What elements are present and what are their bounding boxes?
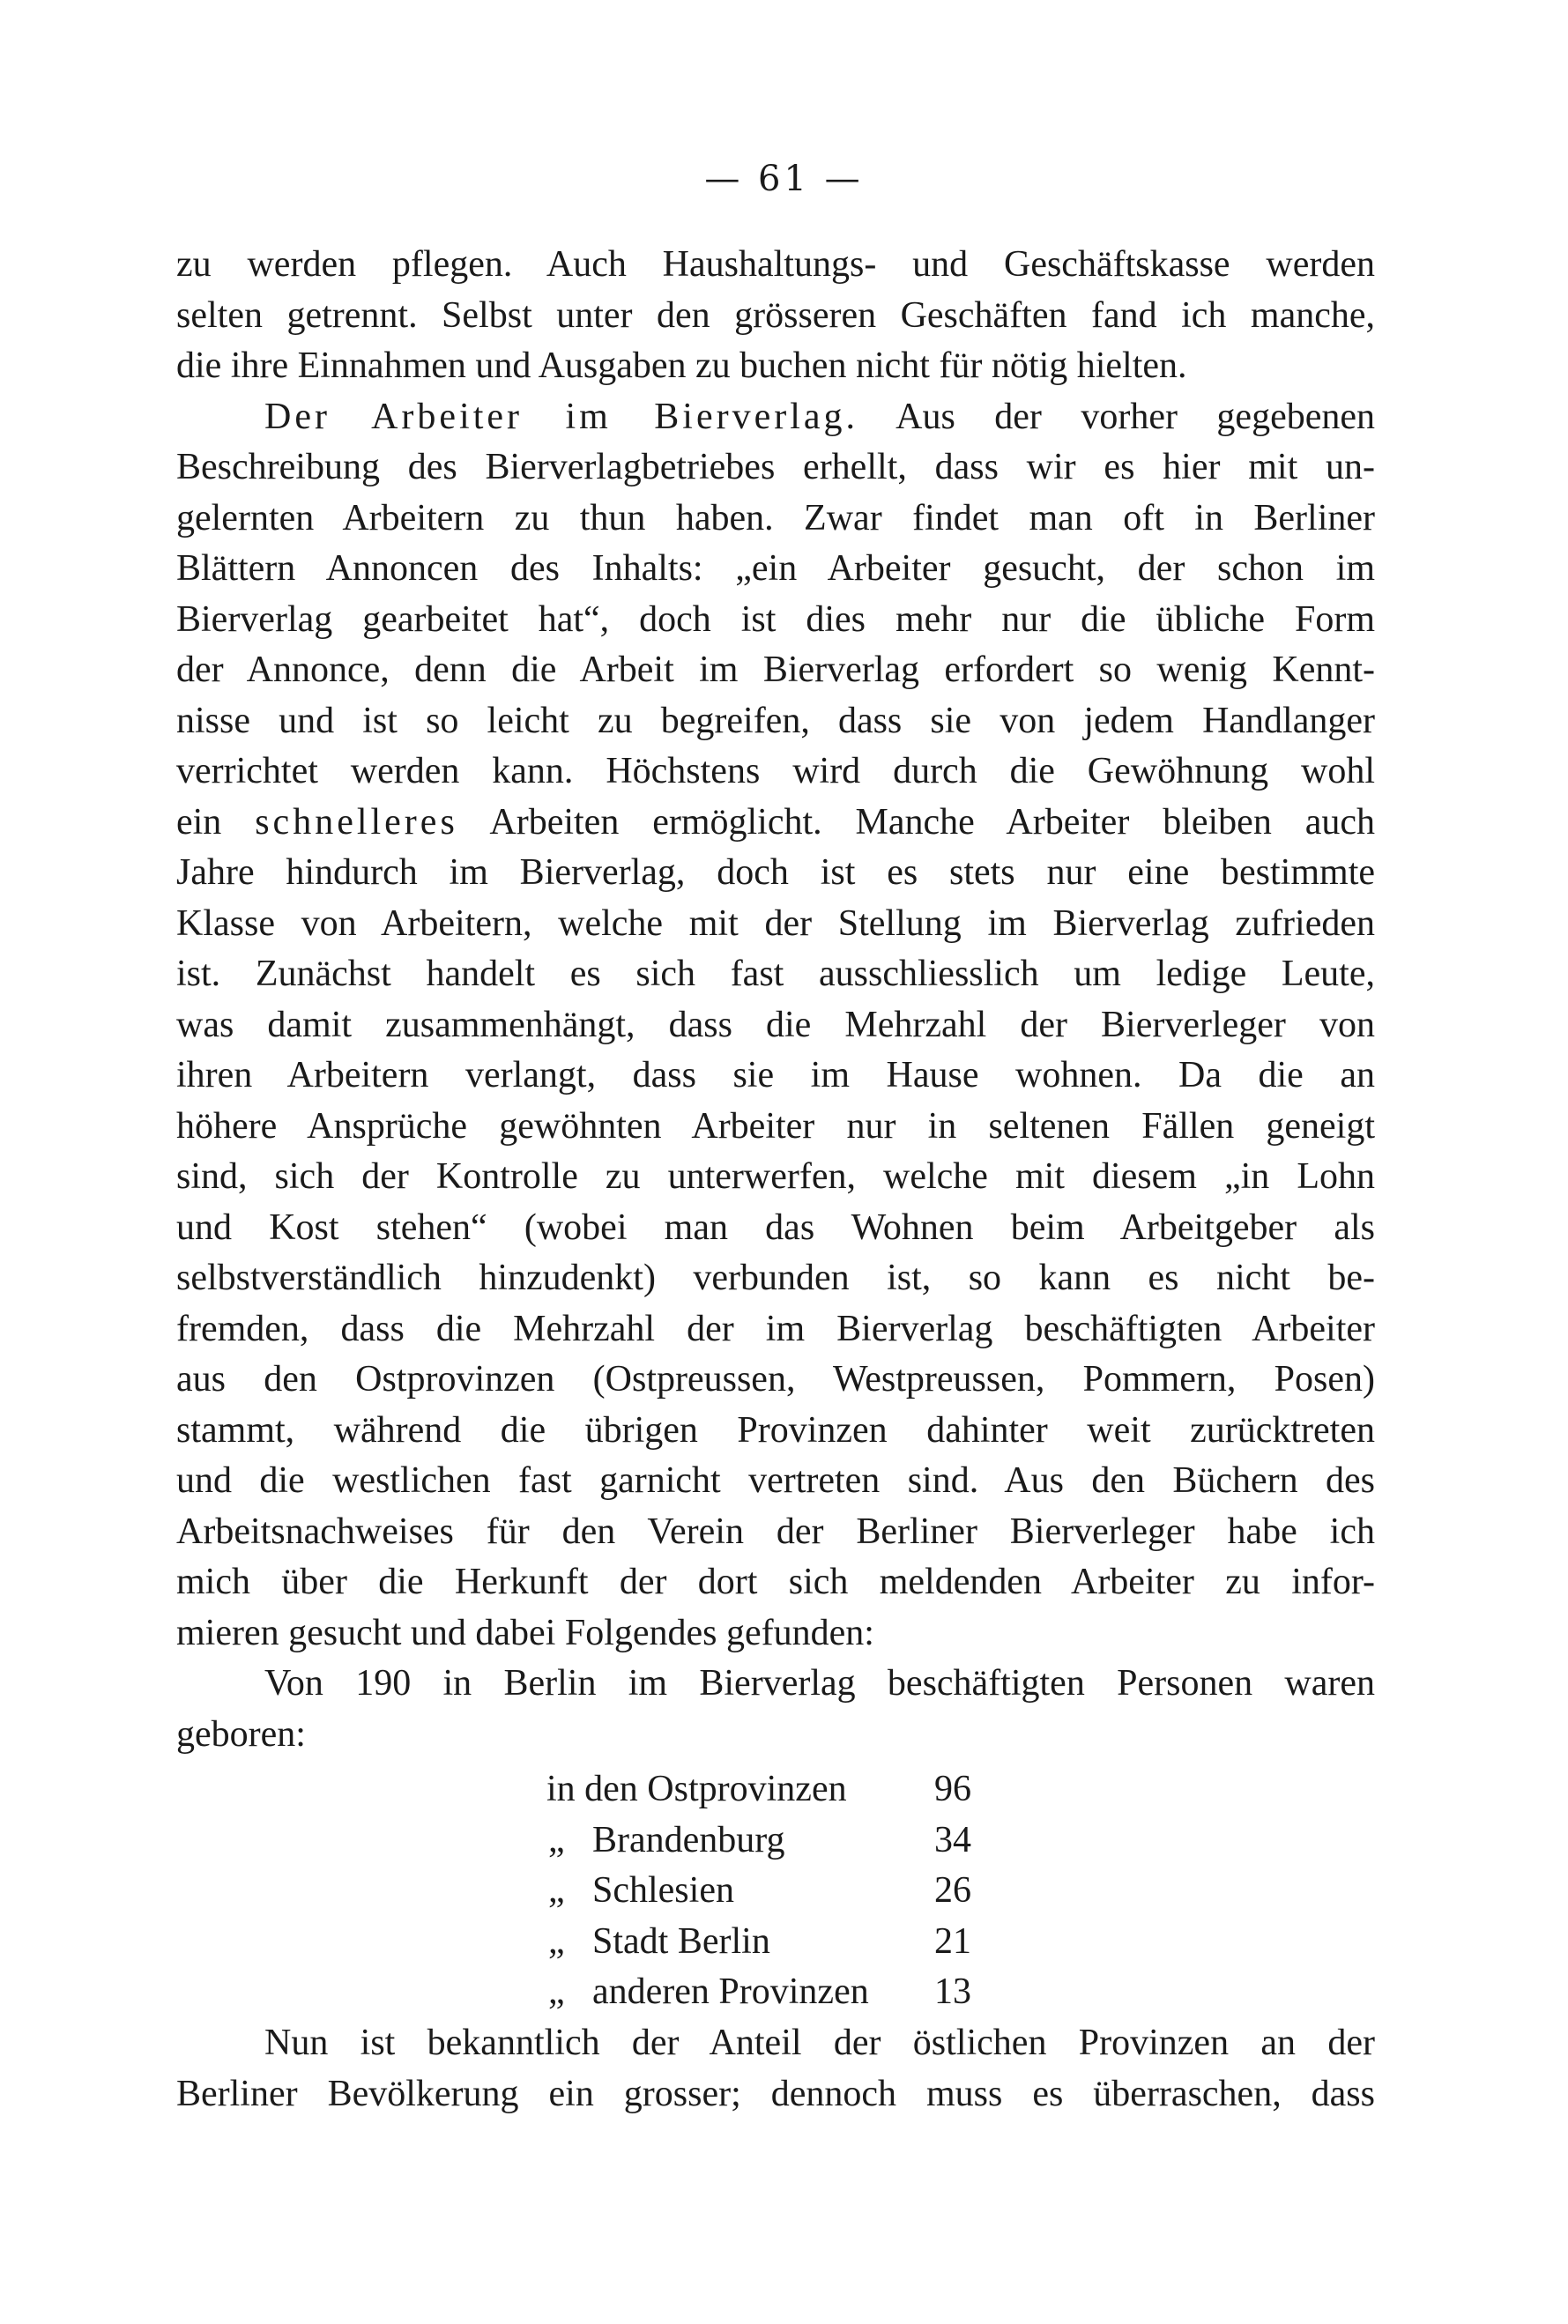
text-line: selbstverständlich hinzudenkt) verbunden ist, so kann es nicht be- bbox=[176, 1258, 1375, 1298]
text-line: Arbeitsnachweises für den Verein der Berliner Bierverleger habe ich bbox=[176, 1511, 1375, 1552]
emphasis-line bbox=[176, 798, 1375, 849]
text-line: Bierverlag gearbeitet hat“, doch ist dies mehr nur die übliche Form bbox=[176, 598, 1375, 640]
region-count: 96 bbox=[934, 1769, 971, 1809]
table-row bbox=[546, 1764, 1005, 1815]
region-count: 21 bbox=[934, 1920, 971, 1962]
text-line: mich über die Herkunft der dort sich meldenden Arbeiter zu infor- bbox=[176, 1562, 1375, 1602]
closing-text bbox=[176, 2018, 1375, 2120]
text-line: Klasse von Arbeitern, welche mit der Stellung im Bierverlag zufrieden bbox=[176, 902, 1375, 944]
ditto-mark: „ bbox=[548, 1971, 565, 2012]
text-line: der Annonce, denn die Arbeit im Bierverlag erfordert so wenig Kennt- bbox=[176, 650, 1375, 690]
ditto-mark: „ bbox=[548, 1870, 565, 1911]
text-line: geboren: bbox=[176, 1713, 306, 1755]
text-line: die ihre Einnahmen und Ausgaben zu buchen nicht für nötig hielten. bbox=[176, 345, 1187, 386]
text-line: höhere Ansprüche gewöhnten Arbeiter nur in seltenen Fällen geneigt bbox=[176, 1105, 1375, 1147]
section-heading-line bbox=[176, 392, 1375, 443]
body-text bbox=[176, 240, 1375, 1760]
text-line: fremden, dass die Mehrzahl der im Bierverlag beschäftigten Arbeiter bbox=[176, 1308, 1375, 1349]
text-line: Blättern Annoncen des Inhalts: „ein Arbeiter gesucht, der schon im bbox=[176, 548, 1375, 589]
text-line: und Kost stehen“ (wobei man das Wohnen beim Arbeitgeber als bbox=[176, 1207, 1375, 1248]
text-line: zu werden pflegen. Auch Haushaltungs- und Geschäftskasse werden bbox=[176, 244, 1375, 285]
table-row bbox=[546, 1917, 1005, 1968]
text-line: aus den Ostprovinzen (Ostpreussen, Westpreussen, Pommern, Posen) bbox=[176, 1359, 1375, 1400]
text-line: was damit zusammenhängt, dass die Mehrzahl der Bierverleger von bbox=[176, 1004, 1375, 1045]
text-line: selten getrennt. Selbst unter den grösseren Geschäften fand ich manche, bbox=[176, 294, 1375, 336]
text-line: Von 190 in Berlin im Bierverlag beschäftigten Personen waren bbox=[264, 1663, 1375, 1704]
emphasis-start: ein bbox=[176, 801, 222, 843]
ditto-mark: „ bbox=[548, 1920, 565, 1962]
text-line: nisse und ist so leicht zu begreifen, dass sie von jedem Handlanger bbox=[176, 700, 1375, 741]
text-line: und die westlichen fast garnicht vertreten sind. Aus den Büchern des bbox=[176, 1460, 1375, 1501]
region-count: 34 bbox=[934, 1819, 971, 1860]
text-line: Berliner Bevölkerung ein grosser; dennoch muss es überraschen, dass bbox=[176, 2073, 1375, 2114]
table-row bbox=[546, 1967, 1005, 2018]
region-label: anderen Provinzen bbox=[592, 1971, 869, 2012]
region-count: 13 bbox=[934, 1971, 971, 2012]
region-label: Schlesien bbox=[592, 1870, 734, 1911]
region-label: in den Ostprovinzen bbox=[546, 1769, 847, 1809]
emphasis-word: schnelleres bbox=[255, 801, 458, 843]
page-number: — 61 — bbox=[704, 159, 864, 199]
text-line: mieren gesucht und dabei Folgendes gefunden: bbox=[176, 1612, 874, 1653]
text-line: sind, sich der Kontrolle zu unterwerfen, welche mit diesem „in Lohn bbox=[176, 1156, 1375, 1197]
ditto-mark: „ bbox=[548, 1819, 565, 1860]
text-line: Nun ist bekanntlich der Anteil der östlichen Provinzen an der bbox=[264, 2023, 1375, 2063]
region-count: 26 bbox=[934, 1870, 971, 1911]
section-heading: Der Arbeiter im Bierverlag. bbox=[264, 396, 859, 437]
text-line: Beschreibung des Bierverlagbetriebes erhellt, dass wir es hier mit un- bbox=[176, 447, 1375, 487]
region-label: Stadt Berlin bbox=[592, 1920, 770, 1962]
text-line: gelernten Arbeitern zu thun haben. Zwar findet man oft in Berliner bbox=[176, 497, 1375, 538]
text-line: Jahre hindurch im Bierverlag, doch ist es stets nur eine bestimmte bbox=[176, 852, 1375, 893]
origin-table bbox=[546, 1764, 1005, 2018]
text-line: ist. Zunächst handelt es sich fast ausschliesslich um ledige Leute, bbox=[176, 954, 1375, 994]
section-heading-rest: Aus der vorher gegebenen bbox=[895, 396, 1375, 437]
text-line: ihren Arbeitern verlangt, dass sie im Hause wohnen. Da die an bbox=[176, 1055, 1375, 1095]
region-label: Brandenburg bbox=[592, 1819, 785, 1860]
emphasis-rest: Arbeiten ermöglicht. Manche Arbeiter bleiben auch bbox=[489, 801, 1375, 843]
table-row bbox=[546, 1815, 1005, 1867]
text-line: verrichtet werden kann. Höchstens wird durch die Gewöhnung wohl bbox=[176, 751, 1375, 791]
text-line: stammt, während die übrigen Provinzen dahinter weit zurücktreten bbox=[176, 1409, 1375, 1451]
table-row bbox=[546, 1866, 1005, 1917]
